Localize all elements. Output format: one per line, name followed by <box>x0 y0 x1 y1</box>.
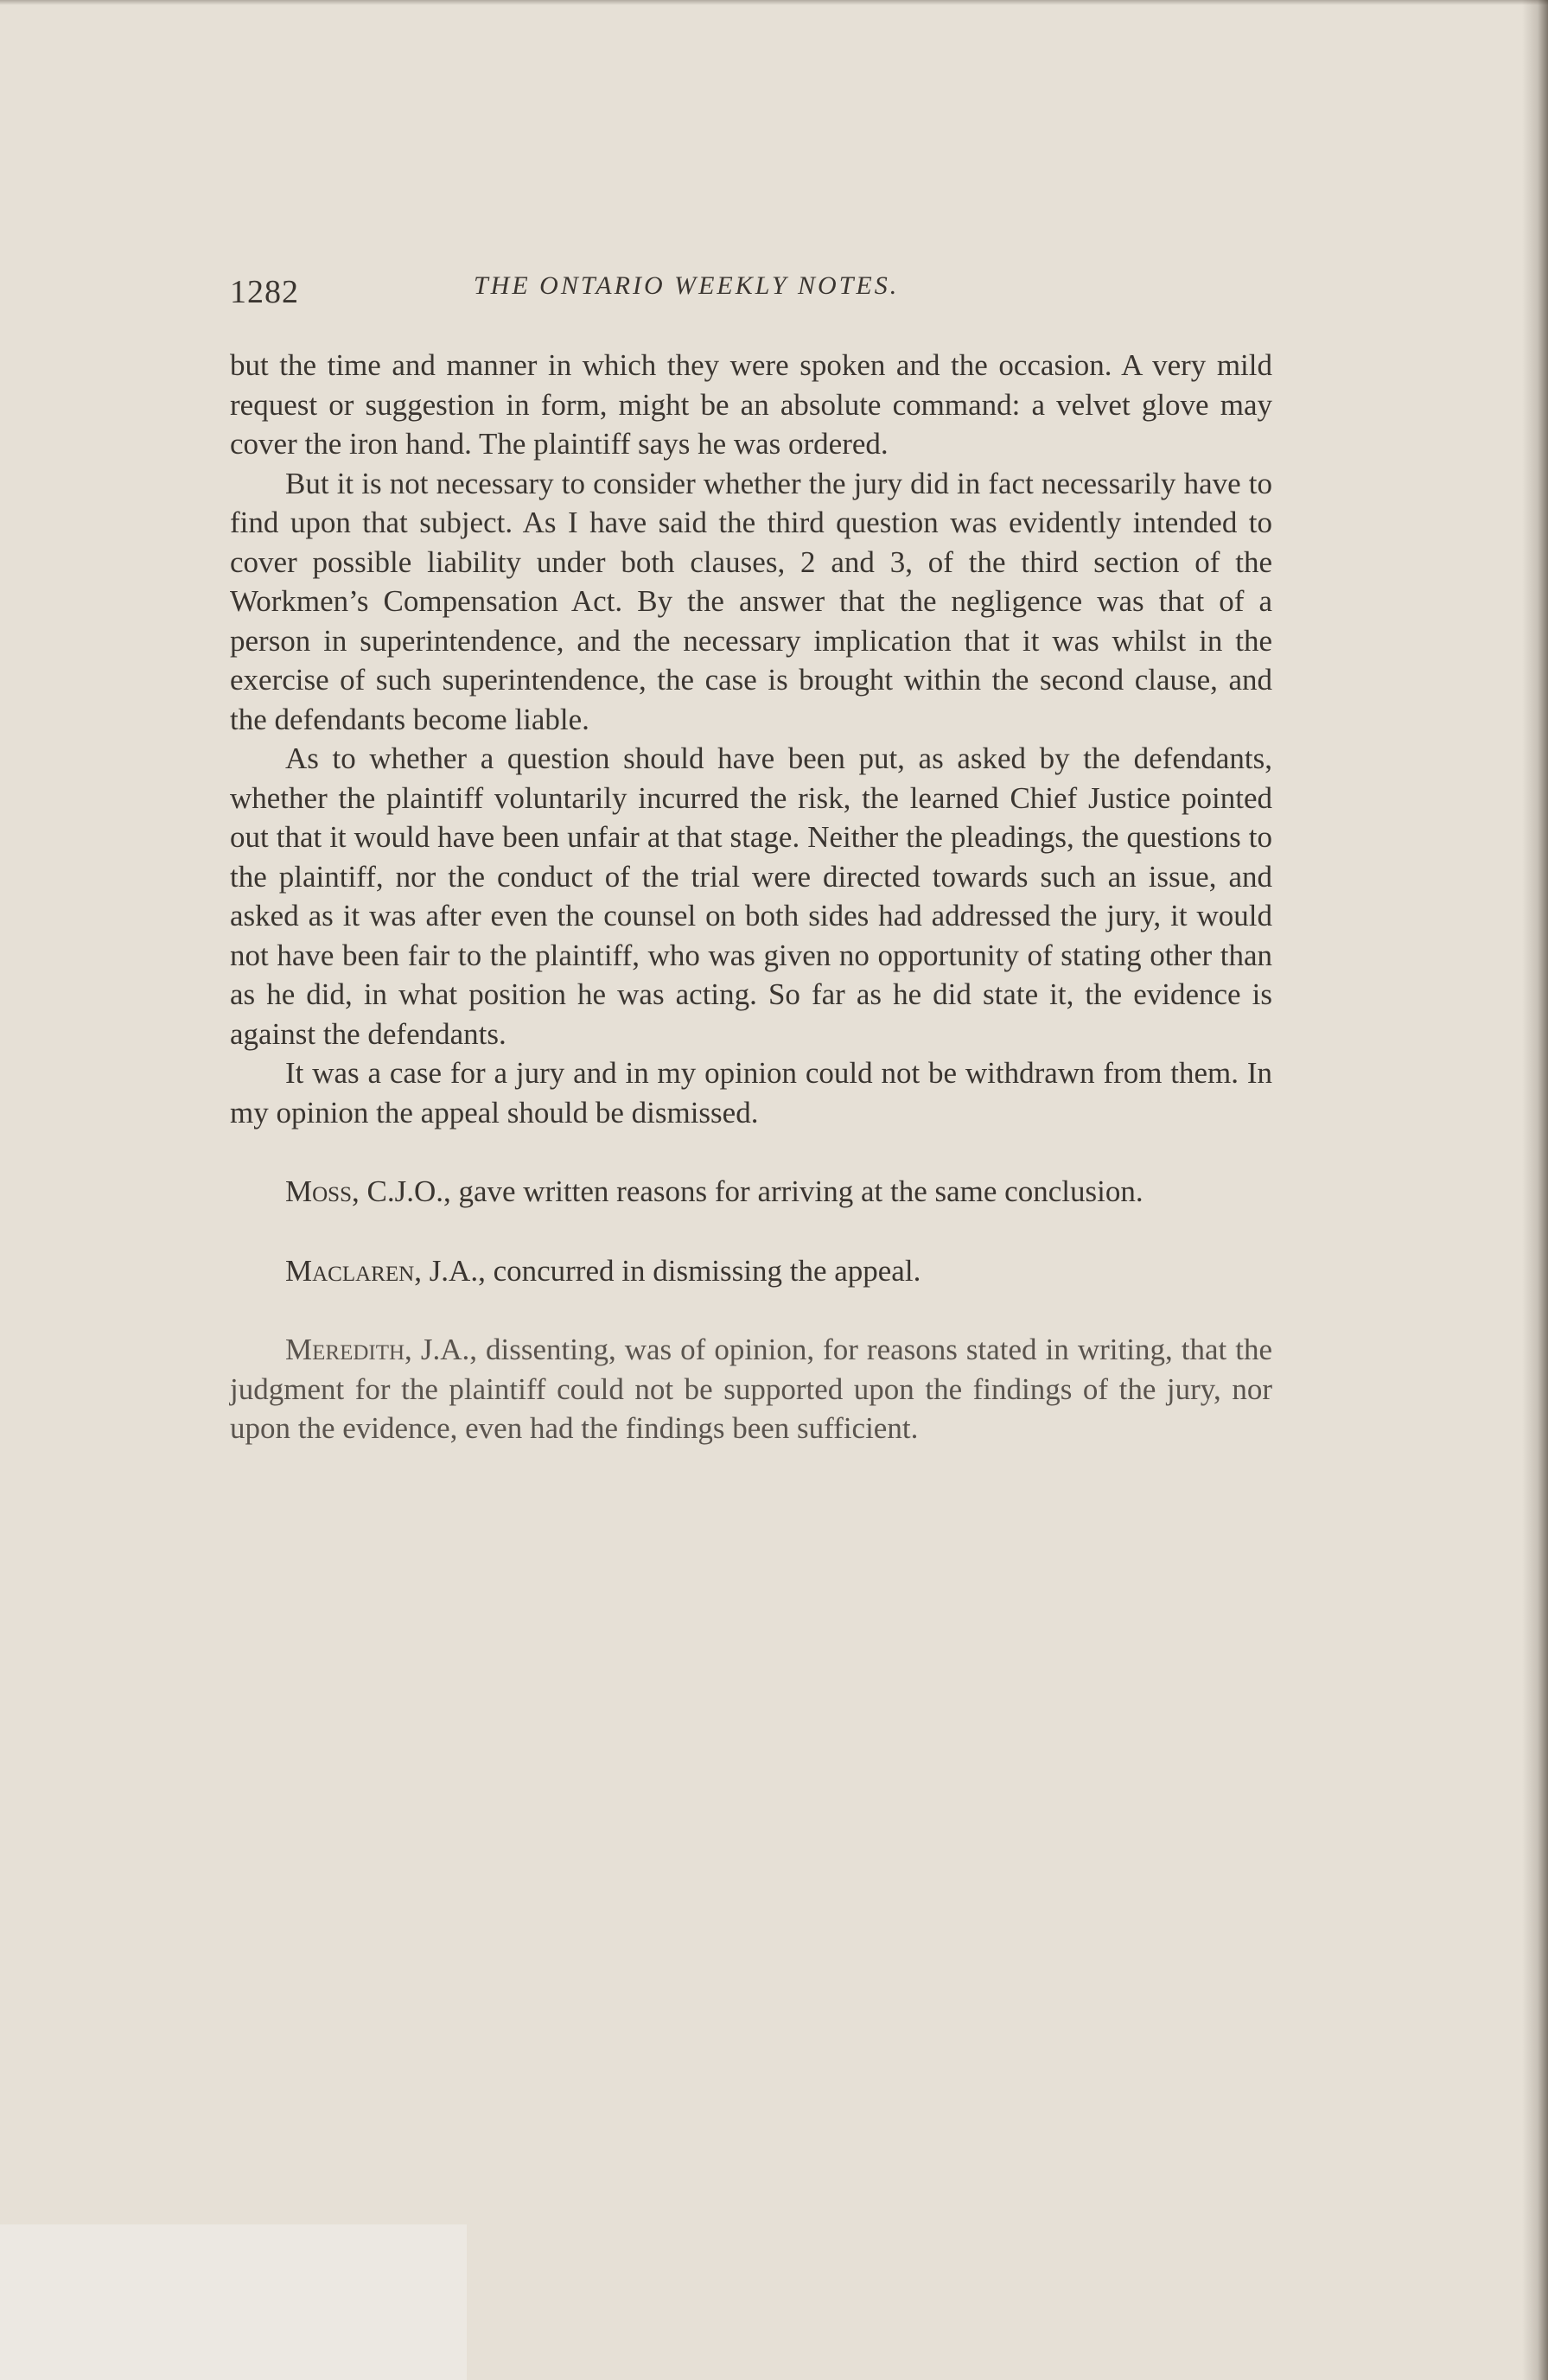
opinion-moss <box>230 1172 1272 1212</box>
page-body <box>230 346 1272 1448</box>
opinion-moss-text: , C.J.O., gave written reasons for arriving at the same conclusion. <box>351 1174 1143 1208</box>
running-head: THE ONTARIO WEEKLY NOTES. <box>474 271 900 300</box>
page-number: 1282 <box>230 274 299 310</box>
opinion-meredith-text: , J.A., dissenting, was of opinion, for reasons stated in writing, that the judgment for the plaintiff could not be supported upon the findings of the jury, nor upon the evidence, even had the findings been sufficient. <box>230 1333 1272 1445</box>
opinion-meredith <box>230 1330 1272 1448</box>
paragraph-conclusion: It was a case for a jury and in my opinion could not be withdrawn from them. In my opinion the appeal should be dismissed. <box>230 1056 1272 1130</box>
judge-name-maclaren: Maclaren <box>285 1253 415 1288</box>
page-header <box>230 268 1276 320</box>
paragraph-superintendence: But it is not necessary to consider whether the jury did in fact necessarily have to find upon that subject. As I have said the third question was evidently intended to cover possible liability under both clauses, 2 and 3, of the third section of the Workmen’s Compensation Act. By the answer that the negligence was that of a person in superintendence, and the necessary implication that it was whilst in the exercise of such superintendence, the case is brought within the second clause, and the defendants become liable. <box>230 466 1272 736</box>
paragraph-voluntary-risk: As to whether a question should have been put, as asked by the defendants, whether the plaintiff voluntarily incurred the risk, the learned Chief Justice pointed out that it would have been unfair at that stage. Neither the pleadings, the questions to the plaintiff, nor the conduct of the trial were directed towards such an issue, and asked as it was after even the counsel on both sides had addressed the jury, it would not have been fair to the plaintiff, who was given no opportunity of stating other than as he did, in what position he was acting. So far as he did state it, the evidence is against the defendants. <box>230 741 1272 1051</box>
page-top-edge <box>0 0 1548 5</box>
paragraph-continuation: but the time and manner in which they were spoken and the occasion. A very mild request or suggestion in form, might be an absolute command: a velvet glove may cover the iron hand. The plaintiff says he was ordered. <box>230 348 1272 461</box>
judge-name-moss: Moss <box>285 1174 352 1208</box>
spine-shadow <box>1522 0 1548 2380</box>
judge-name-meredith: Meredith <box>285 1333 405 1366</box>
opinion-maclaren-text: , J.A., concurred in dismissing the appeal. <box>414 1253 921 1288</box>
paper-patch <box>0 2224 467 2380</box>
opinion-maclaren <box>230 1251 1272 1291</box>
